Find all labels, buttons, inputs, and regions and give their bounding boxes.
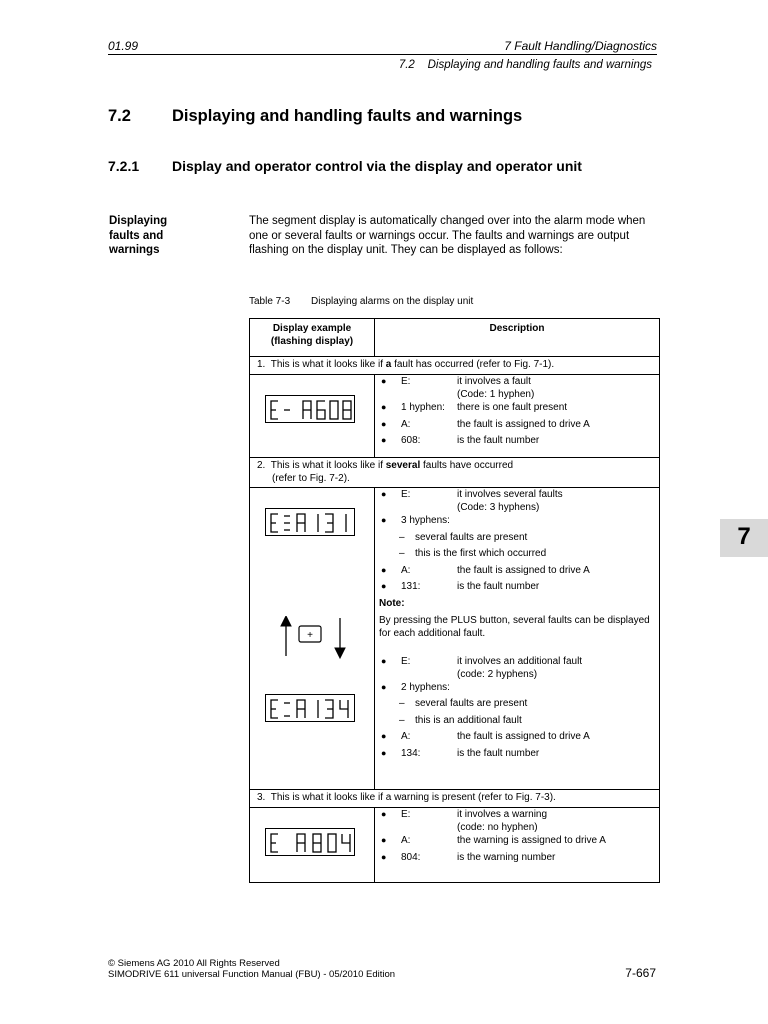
margin-heading	[109, 214, 167, 258]
bullet-dot-icon: ●	[381, 489, 387, 499]
display-example-cell	[250, 808, 375, 883]
bullet-item	[379, 580, 655, 597]
bullet-text: there is one fault present	[457, 402, 568, 413]
section-row-title	[250, 357, 660, 375]
table-section-row	[250, 458, 660, 488]
col-header-display-line2: (flashing display)	[270, 336, 354, 347]
dash-text: several faults are present	[415, 698, 528, 709]
header-section: 7.2 Displaying and handling faults and warnings	[398, 59, 652, 71]
segment-display	[265, 828, 355, 856]
bullet-dot-icon: ●	[381, 581, 387, 591]
bullet-item	[379, 401, 655, 418]
subsection-title: Display and operator control via the display and operator unit	[172, 158, 582, 174]
section-title-text: fault has occurred (refer to Fig. 7-1).	[391, 359, 555, 370]
dash-text: this is an additional fault	[415, 714, 522, 726]
bullet-text: it involves a fault	[457, 376, 531, 387]
intro-paragraph: The segment display is automatically changed over into the alarm mode when one or several faults or warnings occur. The faults and warnings are output flashing on the display unit. They can be displayed as follows:	[249, 215, 646, 257]
header-chapter: 7 Fault Handling/Diagnostics	[504, 39, 657, 53]
segment-display-e-a134	[266, 695, 356, 723]
bullet-item	[379, 851, 655, 868]
bullet-text: the fault is assigned to drive A	[457, 418, 590, 430]
bullet-dot-icon: ●	[381, 435, 387, 445]
table-header-row	[250, 319, 660, 357]
table-section-row	[250, 357, 660, 375]
description-cell	[375, 808, 660, 883]
table-caption	[249, 296, 473, 307]
bullet-text: it involves a warning	[457, 809, 548, 820]
bullet-dot-icon: ●	[381, 376, 387, 386]
bullet-item	[379, 808, 655, 834]
chapter-tab-number: 7	[737, 523, 751, 550]
section-title-text-line2: (refer to Fig. 7-2).	[272, 473, 350, 484]
table-section-row	[250, 790, 660, 808]
bullet-term: 804:	[401, 851, 421, 863]
section-title-text: 2. This is what it looks like if	[257, 460, 386, 471]
bullet-term: A:	[401, 835, 411, 846]
bullet-item	[379, 418, 655, 435]
table-row	[250, 808, 660, 883]
section-number: 7.2	[108, 107, 131, 125]
bullet-text: it involves several faults	[457, 489, 563, 500]
table-caption-number: Table 7-3	[249, 296, 291, 307]
col-header-display	[250, 319, 375, 357]
footer-page-number: 7-667	[625, 966, 656, 980]
col-header-description: Description	[375, 319, 660, 357]
dash-icon: –	[399, 548, 405, 559]
bullet-text: is the fault number	[457, 581, 540, 592]
bullet-text: it involves an additional fault	[457, 655, 583, 667]
segment-display	[265, 694, 355, 722]
bullet-item	[379, 834, 655, 851]
description-cell	[375, 488, 660, 790]
dash-item	[379, 547, 655, 564]
segment-display-e-a804	[266, 829, 356, 857]
segment-display-e-a131	[266, 509, 356, 537]
dash-item	[379, 531, 655, 548]
bullet-text: the fault is assigned to drive A	[457, 731, 590, 742]
section-title: Displaying and handling faults and warnings	[172, 107, 523, 125]
bullet-item	[379, 514, 655, 531]
bullet-item	[379, 375, 655, 401]
section-title-text: faults have occurred	[420, 460, 514, 471]
bullet-dot-icon: ●	[381, 851, 387, 862]
subsection-number: 7.2.1	[108, 158, 140, 174]
bullet-text: is the warning number	[457, 851, 556, 863]
bullet-item	[379, 488, 655, 514]
table-caption-title: Displaying alarms on the display unit	[311, 296, 474, 307]
section-row-title	[250, 790, 660, 808]
dash-item	[379, 697, 655, 714]
dash-icon: –	[399, 714, 405, 726]
margin-heading-line: faults and	[109, 229, 164, 242]
display-example-cell	[250, 488, 375, 790]
section-title-text: 1. This is what it looks like if	[257, 359, 386, 370]
footer-copyright: © Siemens AG 2010 All Rights Reserved	[108, 958, 280, 969]
bullet-term: A:	[401, 418, 411, 430]
dash-icon: –	[399, 531, 405, 543]
display-example-cell	[250, 375, 375, 458]
margin-heading-line: Displaying	[109, 215, 168, 227]
section-title-emphasis: several	[385, 460, 421, 471]
bullet-dot-icon: ●	[381, 681, 387, 692]
bullet-dot-icon: ●	[381, 835, 387, 845]
bullet-dot-icon: ●	[381, 731, 387, 741]
bullet-dot-icon: ●	[381, 402, 387, 412]
dash-icon: –	[399, 698, 405, 709]
bullet-item	[379, 681, 655, 698]
chapter-tab	[720, 519, 768, 557]
bullet-dot-icon: ●	[381, 515, 387, 525]
bullet-item	[379, 730, 655, 747]
bullet-term: E:	[401, 655, 411, 667]
bullet-text-line2: (Code: 3 hyphens)	[457, 502, 540, 513]
plus-button-navigation-icon	[278, 616, 348, 661]
col-header-display-line1: Display example	[272, 323, 352, 334]
bullet-term: E:	[401, 376, 411, 387]
bullet-term: 608:	[401, 435, 421, 446]
description-cell	[375, 375, 660, 458]
bullet-term: 2 hyphens:	[401, 681, 450, 693]
bullet-text: is the fault number	[457, 747, 540, 759]
bullet-term: E:	[401, 809, 411, 820]
bullet-item	[379, 655, 655, 681]
header-rule	[108, 54, 657, 55]
footer-manual: SIMODRIVE 611 universal Function Manual (FBU) - 05/2010 Edition	[108, 969, 396, 980]
segment-display-e-a608	[266, 396, 356, 424]
dash-text: this is the first which occurred	[415, 548, 547, 559]
bullet-text: is the fault number	[457, 435, 540, 446]
bullet-term: A:	[401, 731, 411, 742]
margin-heading-line: warnings	[109, 244, 160, 256]
bullet-text-line2: (code: 2 hyphens)	[457, 668, 538, 680]
bullet-term: 134:	[401, 747, 421, 759]
bullet-text: the warning is assigned to drive A	[457, 835, 606, 846]
bullet-dot-icon: ●	[381, 809, 387, 819]
dash-text: several faults are present	[415, 531, 528, 543]
bullet-item	[379, 434, 655, 451]
plus-key-label: +	[307, 630, 313, 641]
bullet-item	[379, 564, 655, 581]
segment-display	[265, 508, 355, 536]
note-text: By pressing the PLUS button, several faults can be displayed for each additional fault.	[379, 614, 650, 639]
segment-display	[265, 395, 355, 423]
section-row-title	[250, 458, 660, 488]
bullet-term: E:	[401, 489, 411, 500]
header-date: 01.99	[108, 39, 139, 53]
dash-item	[379, 714, 655, 731]
bullet-text: the fault is assigned to drive A	[457, 564, 590, 576]
bullet-dot-icon: ●	[381, 655, 387, 666]
bullet-text-line2: (code: no hyphen)	[457, 822, 538, 833]
note-label: Note:	[379, 597, 405, 609]
table-row	[250, 375, 660, 458]
bullet-term: A:	[401, 564, 411, 576]
bullet-dot-icon: ●	[381, 747, 387, 758]
table-row	[250, 488, 660, 790]
bullet-term: 1 hyphen:	[401, 402, 445, 413]
bullet-dot-icon: ●	[381, 564, 387, 575]
bullet-term: 3 hyphens:	[401, 515, 450, 526]
alarm-display-table	[249, 318, 660, 883]
bullet-item	[379, 747, 655, 764]
section-title-emphasis: a	[385, 359, 392, 370]
bullet-text-line2: (Code: 1 hyphen)	[457, 389, 535, 400]
section-title-text: 3. This is what it looks like if a warning is present (refer to Fig. 7-3).	[257, 792, 556, 803]
bullet-dot-icon: ●	[381, 418, 387, 429]
bullet-term: 131:	[401, 581, 421, 592]
